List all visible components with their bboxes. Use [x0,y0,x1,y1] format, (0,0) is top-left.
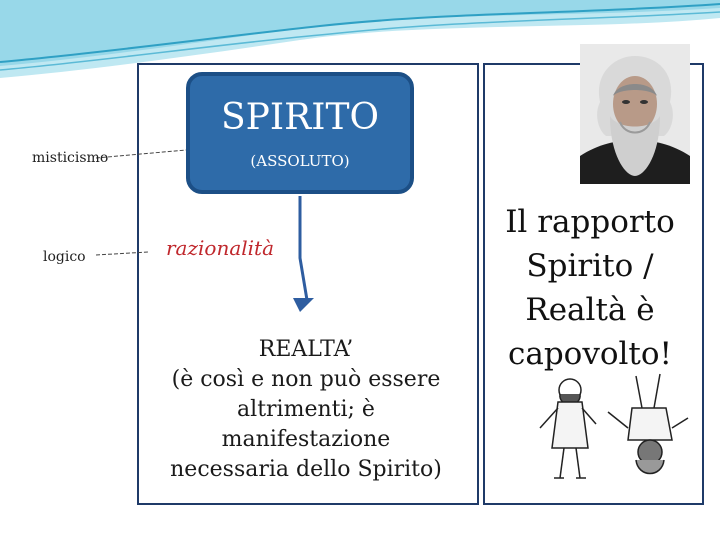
spirito-subtitle: (ASSOLUTO) [250,152,350,170]
label-logico: logico [43,249,86,265]
label-misticismo: misticismo [32,150,109,166]
down-arrow-line [300,196,307,300]
statement-text [490,200,690,376]
statement-line: Realtà è [525,292,655,328]
down-arrowhead-icon [293,298,314,312]
statement-line: Il rapporto [505,204,675,240]
realta-line: necessaria dello Spirito) [170,457,442,482]
realta-text [150,335,462,485]
misticismo-connector [96,150,186,158]
statement-line: Spirito / [526,248,654,284]
label-razionalita: razionalità [166,236,275,260]
upside-down-cartoon-image [532,368,690,486]
realta-line: REALTA’ [258,337,354,362]
logico-connector [96,252,148,255]
spirito-box [186,72,414,194]
marx-portrait-image [580,44,690,184]
spirito-title: SPIRITO [221,97,379,138]
statement-line: capovolto! [507,336,673,372]
realta-line: altrimenti; è [237,397,375,422]
realta-line: manifestazione [221,427,391,452]
realta-line: (è così e non può essere [171,367,441,392]
